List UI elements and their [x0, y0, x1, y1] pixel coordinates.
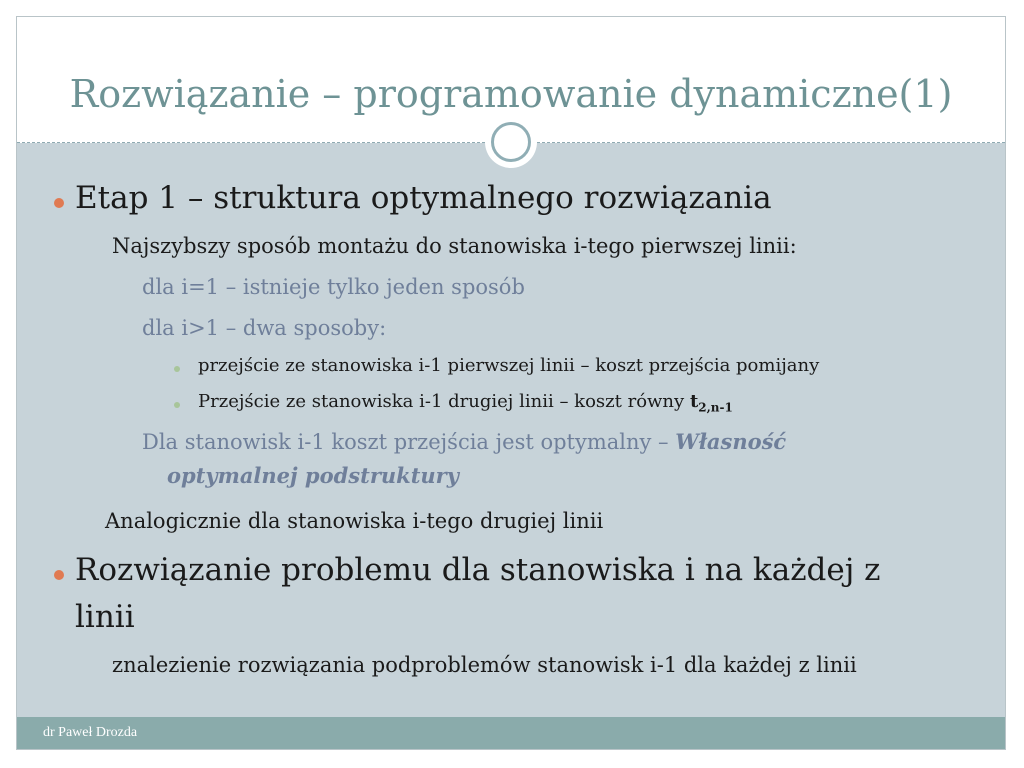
content-area [17, 143, 1005, 717]
bullet-item-2: Rozwiązanie problemu dla stanowiska i na każdej z [75, 552, 881, 588]
footer-bar [17, 717, 1005, 749]
analog-text: Analogicznie dla stanowiska i-tego drugiej linii [105, 509, 604, 533]
green-bullet-icon [174, 402, 180, 408]
cost-symbol: t [689, 391, 699, 412]
way-2-line [198, 391, 733, 415]
item-1-subtext: Najszybszy sposób montażu do stanowiska i-tego pierwszej linii: [112, 234, 797, 258]
optimal-line-2 [167, 463, 459, 488]
optimal-prefix: Dla stanowisk i-1 koszt przejścia jest optymalny – [142, 430, 676, 454]
item-2-subtext: znalezienie rozwiązania podproblemów stanowisk i-1 dla każdej z linii [112, 653, 857, 677]
green-bullet-icon [174, 366, 180, 372]
way-2-text: Przejście ze stanowiska i-1 drugiej linii – koszt równy [198, 391, 685, 412]
way-1-text: przejście ze stanowiska i-1 pierwszej linii – koszt przejścia pomijany [198, 355, 820, 376]
footer-author: dr Paweł Drozda [43, 725, 138, 740]
orange-bullet-icon [54, 198, 64, 208]
slide-title: Rozwiązanie – programowanie dynamiczne(1) [69, 72, 953, 116]
cost-subscript: 2,n-1 [698, 400, 733, 415]
case-i-greater-1: dla i>1 – dwa sposoby: [142, 316, 387, 340]
case-i-equals-1: dla i=1 – istnieje tylko jeden sposób [142, 275, 525, 299]
optimal-emphasis-1: Własność [675, 429, 787, 454]
bullet-item-1: Etap 1 – struktura optymalnego rozwiązania [75, 180, 772, 216]
orange-bullet-icon [54, 570, 64, 580]
ring-ornament-icon [485, 116, 537, 168]
bullet-item-2-continued: linii [75, 599, 135, 635]
optimal-emphasis-2: optymalnej podstruktury [167, 463, 459, 488]
ring-inner-icon [491, 122, 531, 162]
optimal-line-1 [142, 429, 786, 454]
